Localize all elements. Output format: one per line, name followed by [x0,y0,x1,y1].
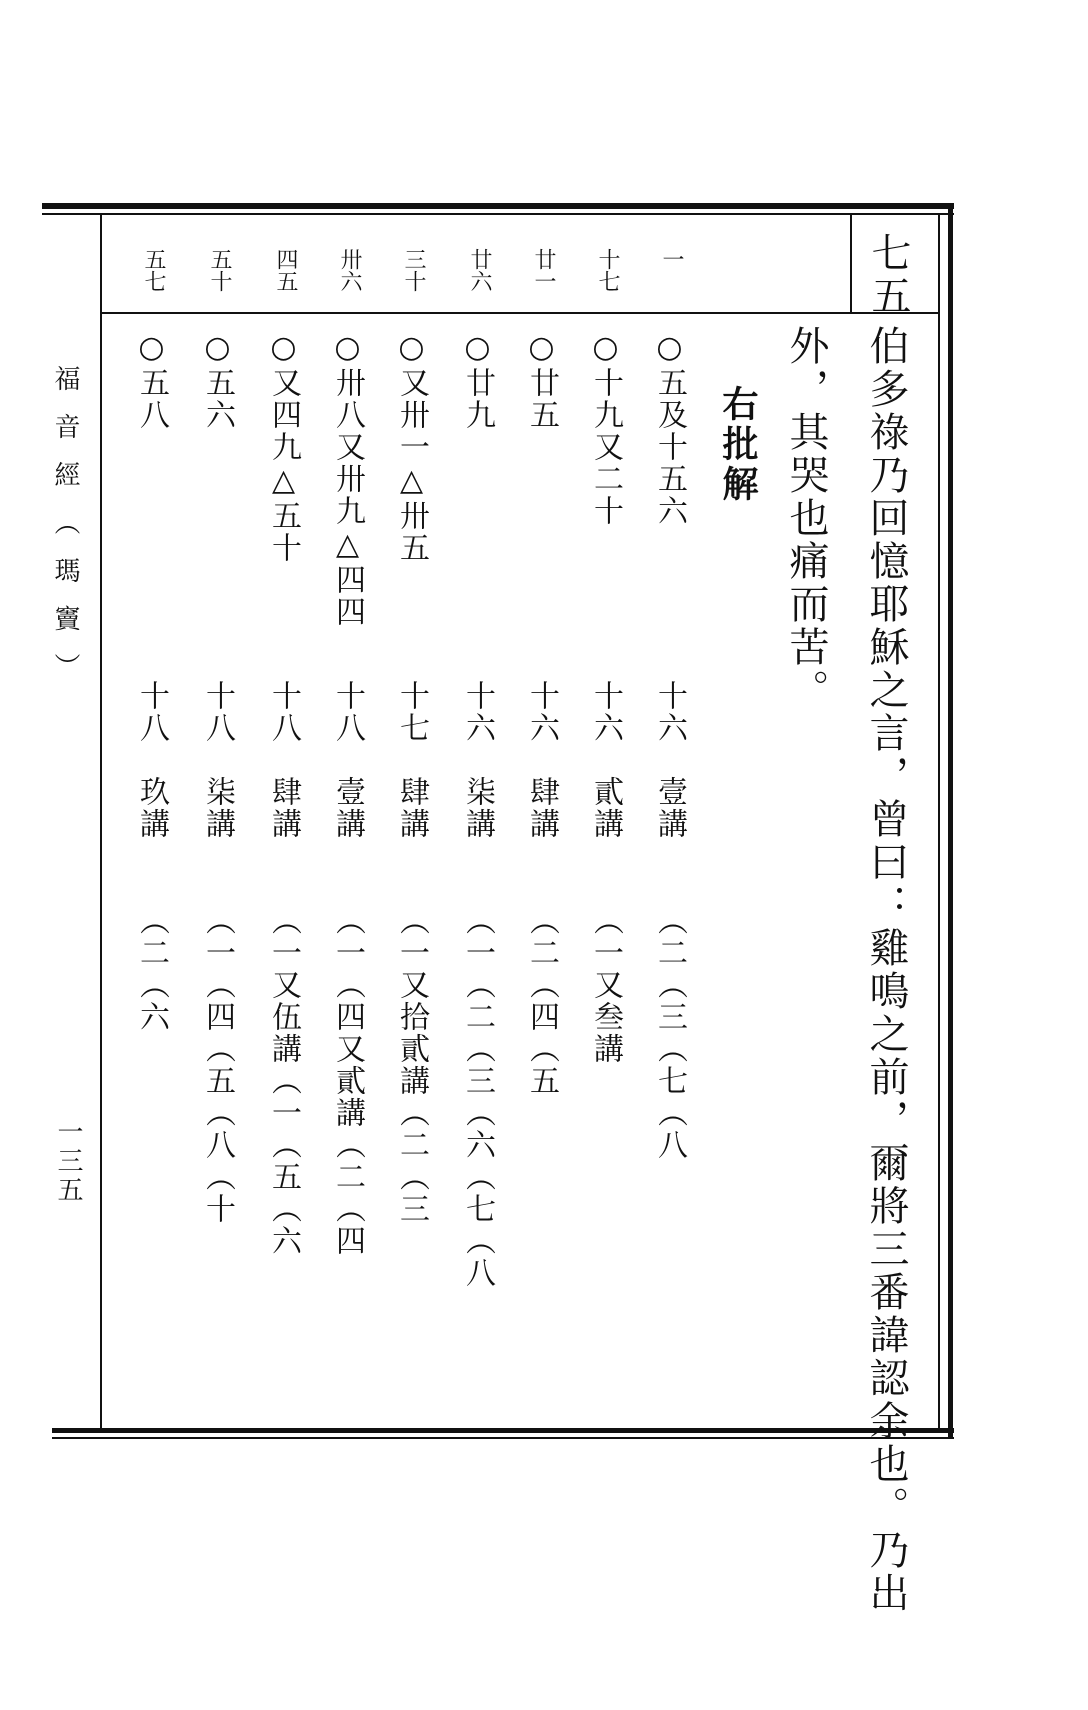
cross-reference: （一又叁講 [588,905,623,1065]
chapter-number: 三十 [401,248,426,292]
verse-reference: ○廿九 [460,330,495,431]
lecture-reference: 十八 柒講 [200,680,235,840]
cross-reference: （一（二（三（六（七（八 [460,905,495,1289]
cross-reference: （一又伍講（一（五（六 [266,905,301,1257]
lecture-reference: 十八 肆講 [266,680,301,840]
section-number-divider [850,215,852,312]
note-heading: 右批解 [717,385,759,505]
lecture-reference: 十六 肆講 [524,680,559,840]
page-number: 一三五 [53,1118,83,1205]
verse-reference: ○又四九△五十 [266,330,301,564]
top-border-thick [42,203,954,209]
bottom-border-thick [52,1428,954,1433]
chapter-number: 五七 [141,248,166,292]
book-title: 福音經（瑪竇） [50,365,80,701]
verse-reference: ○五及十五六 [652,330,687,527]
header-divider [102,312,938,314]
lecture-reference: 十七 肆講 [394,680,429,840]
cross-reference: （二（六 [134,905,169,1033]
lecture-reference: 十六 柒講 [460,680,495,840]
cross-reference: （二（三（七（八 [652,905,687,1161]
lecture-reference: 十六 貳講 [588,680,623,840]
chapter-number: 一 [659,248,684,270]
verse-reference: ○五六 [200,330,235,431]
right-border-thick [948,203,953,1439]
main-text-col-2: 外，其哭也痛而苦。 [783,325,829,712]
verse-reference: ○卅八又卅九△四四 [330,330,365,628]
verse-reference: ○又卅一△卅五 [394,330,429,564]
lecture-reference: 十八 壹講 [330,680,365,840]
section-number: 七五 [865,232,911,318]
chapter-number: 五十 [207,248,232,292]
cross-reference: （一（四（五（八（十 [200,905,235,1225]
chapter-number: 卅六 [337,248,362,292]
lecture-reference: 十八 玖講 [134,680,169,840]
verse-reference: ○五八 [134,330,169,431]
lecture-reference: 十六 壹講 [652,680,687,840]
chapter-number: 十七 [595,248,620,292]
cross-reference: （二（四（五 [524,905,559,1097]
chapter-number: 廿六 [467,248,492,292]
verse-reference: ○廿五 [524,330,559,431]
main-text-col-1: 伯多祿乃回憶耶穌之言，曾曰：雞鳴之前，爾將三番諱認余也。乃出 [863,325,909,1615]
cross-reference: （一（四又貳講（二（四 [330,905,365,1257]
verse-reference: ○十九又二十 [588,330,623,527]
right-border-thin [938,215,940,1428]
top-border-thin [42,213,954,215]
left-margin-line [100,215,102,1428]
cross-reference: （一又拾貳講（二（三 [394,905,429,1225]
chapter-number: 四五 [273,248,298,292]
chapter-number: 廿一 [531,248,556,292]
bottom-border-thin [52,1437,954,1439]
